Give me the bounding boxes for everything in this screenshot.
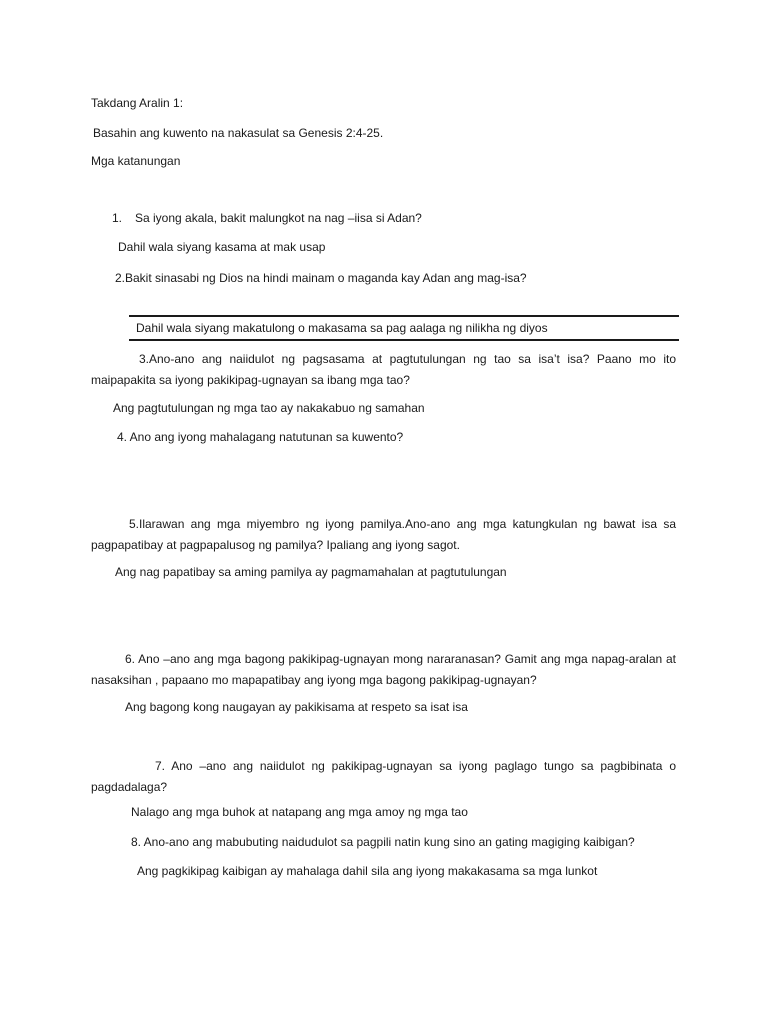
q8-question: 8. Ano-ano ang mabubuting naidudulot sa pagpili natin kung sino an gating magiging kaibigan? xyxy=(131,835,635,849)
q1-question: Sa iyong akala, bakit malungkot na nag –iisa si Adan? xyxy=(135,211,422,225)
q2-answer-top-rule xyxy=(129,315,679,317)
q7-question: 7. Ano –ano ang naiidulot ng pakikipag-ugnayan sa iyong paglago tungo sa pagbibinata o pagdadalaga? xyxy=(91,759,676,794)
q5-answer: Ang nag papatibay sa aming pamilya ay pagmamahalan at pagtutulungan xyxy=(115,565,507,579)
q7-answer: Nalago ang mga buhok at natapang ang mga amoy ng mga tao xyxy=(131,805,468,819)
q8-answer: Ang pagkikipag kaibigan ay mahalaga dahil sila ang iyong makakasama sa mga lunkot xyxy=(137,864,598,878)
q5-question: 5.Ilarawan ang mga miyembro ng iyong pamilya.Ano-ano ang mga katungkulan ng bawat isa sa pagpapatibay at pagpapalusog ng pamilya? Ipaliang ang iyong sagot. xyxy=(91,517,676,552)
q6-question: 6. Ano –ano ang mga bagong pakikipag-ugnayan mong nararanasan? Gamit ang mga napag-aralan at nasaksihan , papaano mo mapapatibay ang iyong mga bagong pakikipag-ugnayan? xyxy=(91,652,676,687)
q3-answer: Ang pagtutulungan ng mga tao ay nakakabuo ng samahan xyxy=(113,401,425,415)
q2-answer: Dahil wala siyang makatulong o makasama sa pag aalaga ng nilikha ng diyos xyxy=(136,321,548,335)
q2-answer-bottom-rule xyxy=(129,339,679,341)
q4-question: 4. Ano ang iyong mahalagang natutunan sa kuwento? xyxy=(117,430,404,444)
q6-answer: Ang bagong kong naugayan ay pakikisama at respeto sa isat isa xyxy=(125,700,468,714)
q1-number: 1. xyxy=(112,211,123,225)
q1-answer: Dahil wala siyang kasama at mak usap xyxy=(118,240,326,254)
q3-question: 3.Ano-ano ang naiidulot ng pagsasama at pagtutulungan ng tao sa isa’t isa? Paano mo ito maipapakita sa iyong pakikipag-ugnayan sa ibang mga tao? xyxy=(91,352,676,387)
questions-section-label: Mga katanungan xyxy=(91,154,181,168)
assignment-title: Takdang Aralin 1: xyxy=(91,96,184,110)
q2-question: 2.Bakit sinasabi ng Dios na hindi mainam o maganda kay Adan ang mag-isa? xyxy=(115,271,527,285)
reading-instruction: Basahin ang kuwento na nakasulat sa Genesis 2:4-25. xyxy=(93,126,384,140)
